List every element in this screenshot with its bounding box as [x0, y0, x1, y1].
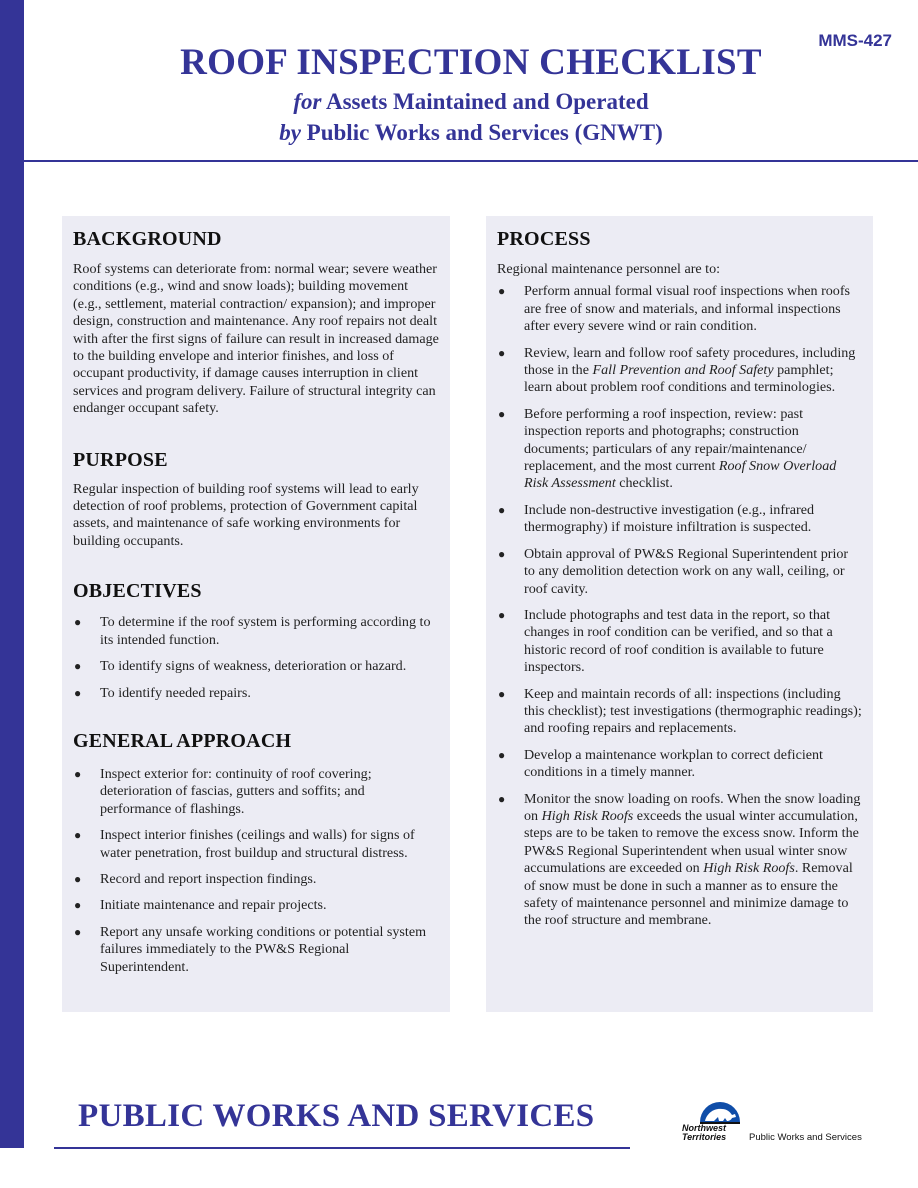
list-item-text: pamphlet; learn about problem roof conditions and terminologies.	[524, 362, 836, 396]
list-item-text: Perform annual formal visual roof inspections when roofs are free of snow and materials, and informal inspections after every severe wind or rain condition.	[524, 283, 851, 335]
purpose-heading: PURPOSE	[73, 448, 168, 471]
header-rule	[24, 160, 918, 162]
list-item-text: Report any unsafe working conditions or potential system failures immediately to the PW&S Regional Superintendent.	[100, 923, 427, 975]
background-text: Roof systems can deteriorate from: normal wear; severe weather conditions (e.g., wind and snow loads); building movement (e.g., settlement, material contraction/ expansion); and improper design, construction and maintenance. Any roof repairs not dealt with after the first signs of failure can result in increased damage to the building envelope and interior finishes, and loss of occupant productivity, if damage causes interruption in client services and program delivery. Failure of structural integrity can endanger occupant safety.	[73, 261, 439, 417]
bullet-icon: ●	[74, 685, 82, 700]
objectives-heading: OBJECTIVES	[73, 580, 202, 603]
footer-rule	[54, 1147, 630, 1149]
list-item	[497, 345, 862, 397]
high-risk-roofs-term: High Risk Roofs	[703, 860, 795, 877]
background-heading: BACKGROUND	[73, 228, 222, 250]
pamphlet-title: Fall Prevention and Roof Safety	[592, 362, 774, 379]
right-panel	[486, 216, 873, 1012]
list-item-text: Monitor the snow loading on roofs. When the snow loading on	[524, 790, 861, 824]
logo-department: Public Works and Services	[749, 1132, 862, 1143]
list-item	[497, 686, 862, 738]
general-approach-list	[73, 766, 439, 976]
purpose-text: Regular inspection of building roof systems will lead to early detection of roof problems, protection of Government capital assets, and maintenance of safe working environments for building occupants.	[73, 480, 419, 549]
list-item	[73, 614, 439, 649]
side-bar	[0, 0, 24, 1148]
list-item-text: Inspect interior finishes (ceilings and walls) for signs of water penetration, frost buildup and structural distress.	[100, 827, 415, 861]
objectives-section	[73, 578, 439, 702]
bullet-icon: ●	[74, 766, 82, 781]
process-heading: PROCESS	[497, 228, 591, 250]
subtitle-2-text: Public Works and Services (GNWT)	[300, 120, 663, 145]
bullet-icon: ●	[498, 406, 506, 421]
list-item	[73, 924, 439, 976]
subtitle-1-italic: for	[293, 89, 322, 114]
bullet-icon: ●	[498, 791, 506, 806]
general-approach-section	[73, 728, 439, 976]
list-item-text: To determine if the roof system is performing according to its intended function.	[100, 614, 431, 648]
list-item	[497, 546, 862, 598]
title-block	[24, 40, 918, 148]
list-item	[73, 685, 439, 702]
bullet-icon: ●	[74, 659, 82, 674]
list-item	[497, 283, 862, 335]
list-item	[497, 502, 862, 537]
list-item	[73, 897, 439, 914]
list-item	[497, 607, 862, 677]
bullet-icon: ●	[74, 828, 82, 843]
high-risk-roofs-term: High Risk Roofs	[541, 807, 634, 824]
list-item-text: exceeds the usual winter accumulation, steps are to be taken to remove the excess snow. Inform the PW&S Regional Superintendent when usual winter snow accumulations are exceeded on	[524, 807, 859, 877]
bullet-icon: ●	[74, 615, 82, 630]
list-item-text: . Removal of snow must be done in such a manner as to ensure the safety of maintenance personnel and minimize damage to the roof structure and membrane.	[524, 860, 853, 929]
list-item-text: Review, learn and follow roof safety procedures, including those in the	[524, 344, 856, 379]
polar-bear-logo-icon	[696, 1088, 744, 1128]
list-item-text: To identify signs of weakness, deterioration or hazard.	[100, 658, 407, 675]
bullet-icon: ●	[498, 345, 506, 360]
subtitle-line-2	[24, 117, 918, 148]
process-section	[497, 226, 862, 930]
list-item-text: Inspect exterior for: continuity of roof covering; deterioration of fascias, gutters and soffits; and performance of flashings.	[100, 765, 372, 817]
bullet-icon: ●	[498, 502, 506, 517]
page-title: ROOF INSPECTION CHECKLIST	[180, 42, 762, 83]
list-item-text: Obtain approval of PW&S Regional Superintendent prior to any demolition detection work on any wall, ceiling, or roof cavity.	[524, 545, 849, 597]
list-item	[73, 827, 439, 862]
general-approach-heading: GENERAL APPROACH	[73, 729, 292, 752]
list-item-text: Initiate maintenance and repair projects.	[100, 897, 327, 914]
objectives-list	[73, 614, 439, 702]
list-item	[497, 406, 862, 493]
list-item	[73, 766, 439, 818]
left-panel	[62, 216, 450, 1012]
background-section	[73, 226, 439, 418]
bullet-icon: ●	[498, 686, 506, 701]
logo-line-1: Northwest	[682, 1123, 727, 1133]
bullet-icon: ●	[74, 898, 82, 913]
list-item-text: To identify needed repairs.	[100, 684, 251, 701]
bullet-icon: ●	[498, 546, 506, 561]
list-item	[73, 658, 439, 675]
list-item	[497, 747, 862, 782]
checklist-title: Roof Snow Overload Risk Assessment	[524, 458, 837, 492]
list-item-text: Keep and maintain records of all: inspections (including this checklist); test investigations (thermographic readings); and roofing repairs and replacements.	[524, 685, 862, 737]
purpose-section	[73, 447, 439, 551]
list-item	[497, 791, 862, 930]
list-item	[73, 871, 439, 888]
logo-line-2: Territories	[682, 1132, 727, 1142]
process-list	[497, 283, 862, 929]
list-item-text: Record and report inspection findings.	[100, 870, 317, 887]
list-item-text: Before performing a roof inspection, review: past inspection reports and photographs; construction documents; particulars of any repair/maintenance/ replacement, and the most current	[524, 405, 807, 475]
logo-wordmark	[682, 1124, 726, 1142]
subtitle-2-italic: by	[279, 120, 301, 145]
list-item-text: Include photographs and test data in the report, so that changes in roof condition can be verified, and so that a historic record of roof condition is available to future inspectors.	[524, 606, 833, 676]
gnwt-logo	[682, 1088, 882, 1148]
footer-title: PUBLIC WORKS AND SERVICES	[78, 1098, 595, 1134]
subtitle-line-1	[24, 86, 918, 117]
list-item-text: checklist.	[615, 475, 673, 492]
bullet-icon: ●	[498, 607, 506, 622]
list-item-text: Include non-destructive investigation (e.g., infrared thermography) if moisture infiltration is suspected.	[524, 501, 814, 536]
list-item-text: Develop a maintenance workplan to correct deficient conditions in a timely manner.	[524, 746, 823, 781]
bullet-icon: ●	[74, 924, 82, 939]
bullet-icon: ●	[498, 747, 506, 762]
bullet-icon: ●	[74, 871, 82, 886]
process-intro: Regional maintenance personnel are to:	[497, 261, 721, 277]
subtitle-1-text: Assets Maintained and Operated	[321, 89, 649, 114]
bullet-icon: ●	[498, 284, 506, 299]
document-code: MMS-427	[818, 31, 892, 50]
